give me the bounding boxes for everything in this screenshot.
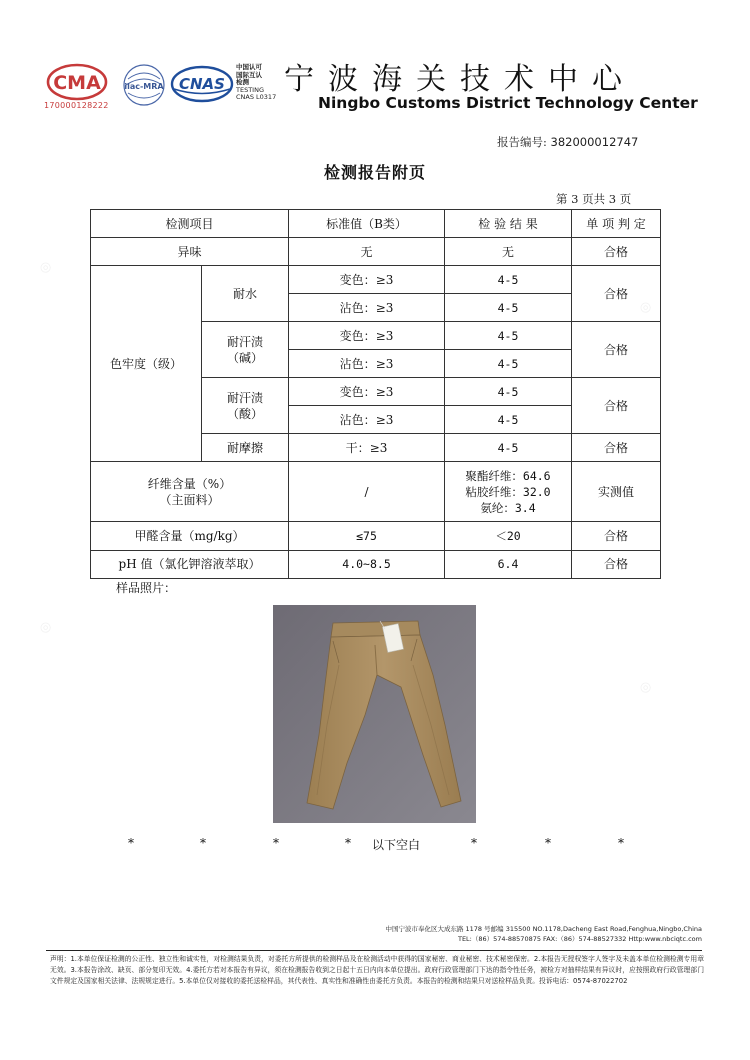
cnas-accreditation-text: 中国认可 国际互认 检测 TESTING CNAS L0317 <box>236 63 277 102</box>
disclaimer-text: 声明：1.本单位保证检测的公正性、独立性和诚实性，对检测结果负责，对委托方所提供的检测样品及在检测活动中获得的国家秘密、商业秘密、技术秘密保密。2.本报告无授权签字人签字及未盖本单位检测检测专用章无效。3.本报告涂改、缺页、部分复印无效。4.委托方若对本报告有异议，须在检测报告收到之日起十五日内向本单位提出。政府行政管理部门下达的指令性任务，被检方对抽样结果有异议时，应按照政府行政管理部门文件规定及国家相关法律、法规规定进行。5.本单位仅对接收的委托送检样品，其代表性、真实性和准确性由委托方负责。本报告的检测和结果只对送检样品负责。投诉电话：0574-87022702 <box>50 955 704 985</box>
header-result: 检 验 结 果 <box>445 210 572 238</box>
table-header-row <box>91 210 661 238</box>
star: * <box>345 836 351 850</box>
table-row-fiber: 纤维含量（%） （主面料） / 聚酯纤维：64.6 粘胶纤维：32.0 氨纶：3.4 实测值 <box>91 462 661 522</box>
ilac-mra-logo <box>120 63 168 107</box>
table-row: 色牢度（级） 耐水 变色：≥3 4-5 合格 <box>91 266 661 294</box>
header-item: 检测项目 <box>91 210 289 238</box>
end-of-content-marker <box>0 836 750 852</box>
page-indicator: 第 3 页共 3 页 <box>556 192 632 206</box>
table-row: 沾色：≥3 4-5 <box>91 350 661 378</box>
table-row: 沾色：≥3 4-5 <box>91 406 661 434</box>
report-number: 报告编号: 382000012747 <box>497 135 639 149</box>
document-title: 检测报告附页 <box>323 163 426 182</box>
cnas-logo <box>170 64 234 104</box>
star: * <box>200 836 206 850</box>
watermark: ◎ <box>636 678 655 697</box>
sample-photo <box>273 605 476 823</box>
cma-logo <box>46 62 108 102</box>
star: * <box>471 836 477 850</box>
table-row: 耐汗渍 （酸） 变色：≥3 4-5 合格 <box>91 378 661 406</box>
svg-text:CMA: CMA <box>53 72 101 94</box>
table-row: 耐汗渍 （碱） 变色：≥3 4-5 合格 <box>91 322 661 350</box>
table-row-odor: 异味 无 无 合格 <box>91 238 661 266</box>
sample-photo-label: 样品照片： <box>116 581 177 595</box>
star: * <box>273 836 279 850</box>
star: * <box>545 836 551 850</box>
header-standard: 标准值（B类） <box>289 210 445 238</box>
svg-text:ilac-MRA: ilac-MRA <box>124 82 164 91</box>
table-row-ph: pH 值（氯化钾溶液萃取） 4.0~8.5 6.4 合格 <box>91 550 661 579</box>
header-verdict: 单 项 判 定 <box>572 210 661 238</box>
svg-text:CNAS: CNAS <box>179 75 225 93</box>
star: * <box>618 836 624 850</box>
watermark: ◎ <box>36 258 55 277</box>
cma-number: 170000128222 <box>44 101 109 110</box>
watermark: ◎ <box>636 298 655 317</box>
watermark: ◎ <box>36 618 55 637</box>
org-name-en: Ningbo Customs District Technology Center <box>318 94 698 112</box>
star: * <box>128 836 134 850</box>
table-row: 耐摩擦 干：≥3 4-5 合格 <box>91 434 661 462</box>
colorfastness-label: 色牢度（级） <box>91 266 202 462</box>
table-row: 沾色：≥3 4-5 <box>91 294 661 322</box>
footer-divider <box>46 950 702 951</box>
blank-below-text: 以下空白 <box>372 838 421 852</box>
center-address: 中国宁波市奉化区大成东路 1178 号邮编 315500 NO.1178,Dacheng East Road,Fenghua,Ningbo,China TEL:（86）574-88570875 FAX:（86）574-88527332 Http:www.nbciqtc.com <box>385 925 702 943</box>
test-results-table <box>90 209 661 579</box>
table-row-formaldehyde: 甲醛含量（mg/kg） ≤75 ＜20 合格 <box>91 522 661 551</box>
org-name-cn: 宁波海关技术中心 <box>284 62 636 97</box>
